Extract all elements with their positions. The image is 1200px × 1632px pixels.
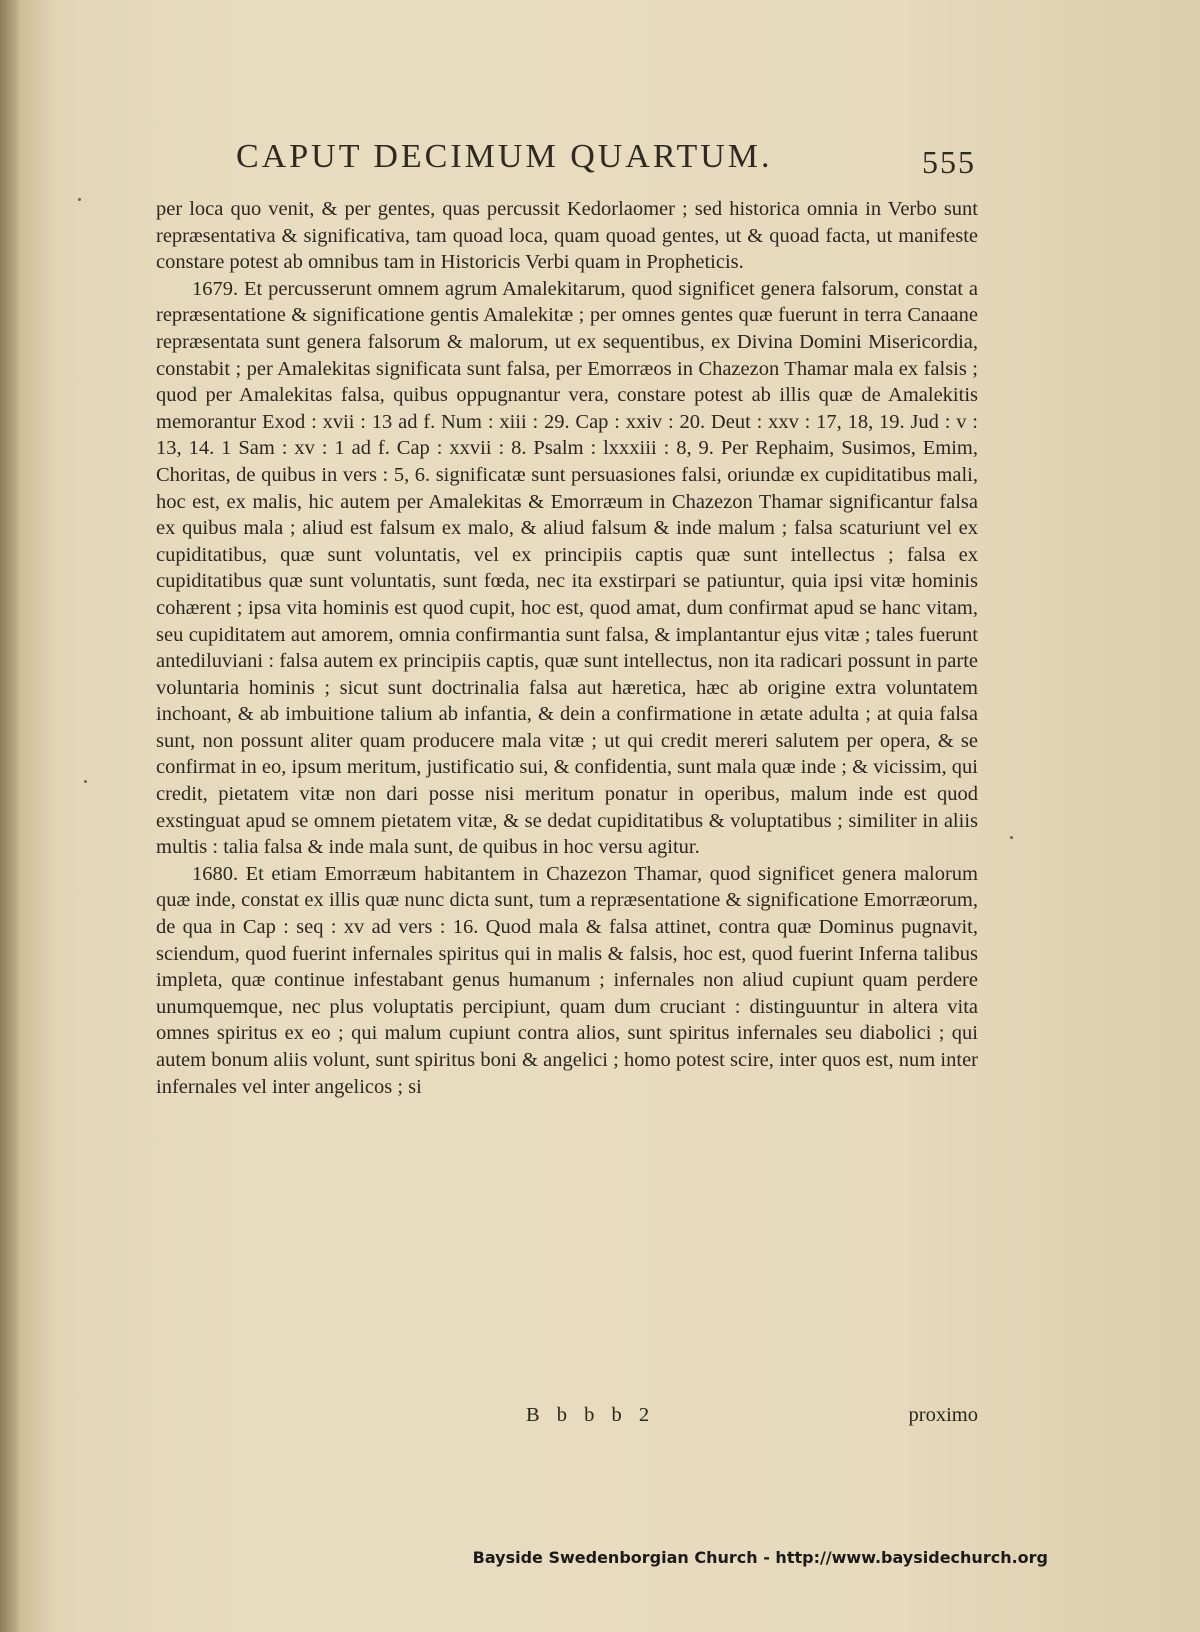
watermark-text: Bayside Swedenborgian Church - http://www.baysidechurch.org bbox=[472, 1548, 1048, 1567]
paper-speck bbox=[78, 198, 81, 201]
page-footer bbox=[156, 1404, 978, 1432]
signature-mark: B b b b 2 bbox=[526, 1404, 656, 1426]
body-text bbox=[156, 196, 978, 1100]
book-spine-shadow bbox=[0, 0, 20, 1632]
catchword: proximo bbox=[908, 1404, 978, 1426]
page-number: 555 bbox=[922, 144, 976, 180]
page-header bbox=[236, 138, 976, 188]
paper-speck bbox=[1010, 836, 1013, 839]
running-title: CAPUT DECIMUM QUARTUM. bbox=[236, 138, 773, 175]
paper-speck bbox=[84, 780, 87, 783]
paragraph-1680: 1680. Et etiam Emorræum habitantem in Chazezon Thamar, quod significet genera malorum quæ inde, constat ex illis quæ nunc dicta sunt, tum a repræsentatione & significatione Emorræorum, de qua in Cap : seq : xv ad vers : 16. Quod mala & falsa attinet, contra quæ Dominus pugnavit, sciendum, quod fuerint infernales spiritus qui in malis & falsis, hoc est, quod fuerint Inferna talibus impleta, quæ continue infestabant genus humanum ; infernales non aliud cupiunt quam perdere unumquemque, nec plus voluptatis percipiunt, quam dum cruciant : distinguuntur in altera vita omnes spiritus ex eo ; qui malum cupiunt contra alios, sunt spiritus infernales seu diabolici ; qui autem bonum aliis volunt, sunt spiritus boni & angelici ; homo potest scire, inter quos est, num inter infernales vel inter angelicos ; si bbox=[156, 862, 978, 1098]
paragraph-continuation: per loca quo venit, & per gentes, quas percussit Kedorlaomer ; sed historica omnia in Verbo sunt repræsentativa & significativa, tam quoad loca, quam quoad gentes, ut & quoad facta, ut manifeste constare potest ab omnibus tam in Historicis Verbi quam in Propheticis. bbox=[156, 198, 978, 274]
paragraph-1679: 1679. Et percusserunt omnem agrum Amalekitarum, quod significet genera falsorum, constat a repræsentatione & significatione gentis Amalekitæ ; per omnes gentes quæ fuerunt in terra Canaane repræsentata sunt genera falsorum & malorum, ut ex sequentibus, ex Divina Domini Misericordia, constabit ; per Amalekitas significata sunt falsa, per Emorræos in Chazezon Thamar mala ex falsis ; quod per Amalekitas falsa, quibus oppugnantur vera, constare potest ab illis quæ de Amalekitis memorantur Exod : xvii : 13 ad f. Num : xiii : 29. Cap : xxiv : 20. Deut : xxv : 17, 18, 19. Jud : v : 13, 14. 1 Sam : xv : 1 ad f. Cap : xxvii : 8. Psalm : lxxxiii : 8, 9. Per Rephaim, Susimos, Emim, Choritas, de quibus in vers : 5, 6. significatæ sunt persuasiones falsi, oriundæ ex cupiditatibus mali, hoc est, ex malis, hic autem per Amalekitas & Emorræum in Chazezon Thamar significantur falsa ex quibus mala ; aliud est falsum ex malo, & aliud falsum & inde malum ; falsa scaturiunt vel ex cupiditatibus, quæ sunt voluntatis, vel ex principiis captis quæ sunt intellectus ; falsa ex cupiditatibus quæ sunt voluntatis, sunt fœda, nec ita exstirpari se patiuntur, quia ipsi vitæ hominis cohærent ; ipsa vita hominis est quod cupit, hoc est, quod amat, dum confirmat apud se hanc vitam, seu cupiditatem aut amorem, omnia confirmantia sunt falsa, & implantantur ejus vitæ ; tales fuerunt antediluviani : falsa autem ex principiis captis, quæ sunt intellectus, non ita radicari possunt in parte voluntaria hominis ; sicut sunt doctrinalia falsa aut hæretica, hæc ab origine extra voluntatem inchoant, & ab imbuitione talium ab infantia, & dein a confirmatione in ætate adulta ; at quia falsa sunt, non possunt aliter quam producere mala vitæ ; ut qui credit mereri salutem per opera, & se confirmat in eo, ipsum meritum, justificatio sui, & confidentia, sunt mala quæ inde ; & vicissim, qui credit, pietatem vitæ non dari posse nisi meritum ponatur in operibus, malum inde est quod exstinguat apud se omnem pietatem vitæ, & se dedat cupiditatibus & voluptatibus ; similiter in aliis multis : talia falsa & inde mala sunt, de quibus in hoc versu agitur. bbox=[156, 277, 978, 859]
